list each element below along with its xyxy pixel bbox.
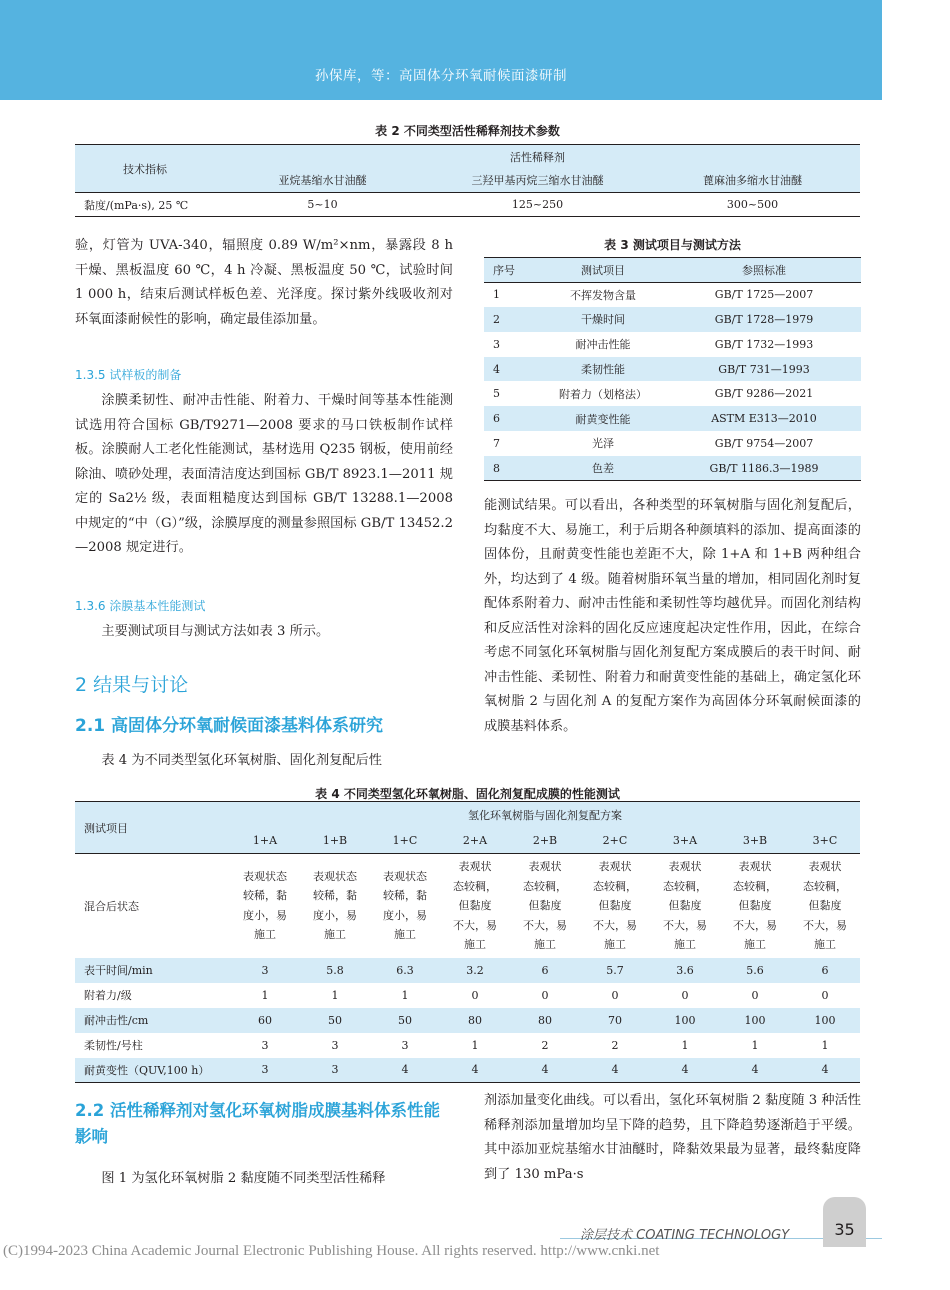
- table4-cell: 0: [541, 988, 549, 1002]
- journal-name: 涂层技术 COATING TECHNOLOGY: [580, 1228, 790, 1243]
- table4-row-label: 耐冲击性/cm: [75, 1008, 230, 1033]
- table4-scheme-header: 3+B: [720, 828, 790, 854]
- table3-cell: GB/T 1725—2007: [714, 288, 814, 302]
- table2-value: 5~10: [215, 193, 430, 217]
- table4-state-line: 但黏度: [738, 899, 772, 912]
- paragraph: 表 4 为不同类型氢化环氧树脂、固化剂复配后性: [101, 753, 382, 768]
- table4-state-line: 态较稠，: [593, 879, 637, 893]
- table4-group-header: 氢化环氧树脂与固化剂复配方案: [230, 802, 860, 828]
- table4-cell: 3: [331, 1038, 339, 1052]
- table4-state-line: 态较稠，: [733, 879, 777, 893]
- table4-scheme-header: 2+A: [440, 828, 510, 854]
- table4-row-label: 表干时间/min: [75, 958, 230, 983]
- table4-state-line: 度小，易: [243, 908, 287, 922]
- table2-row-label: 黏度/(mPa·s), 25 ℃: [75, 193, 215, 217]
- table4-cell: 3: [230, 958, 300, 983]
- table4-cell: 0: [751, 988, 759, 1002]
- table4-cell: 70: [580, 1008, 650, 1033]
- table3-cell: 干燥时间: [539, 307, 667, 332]
- table4-state-cell: [230, 854, 300, 958]
- table4-cell: 1: [821, 1038, 829, 1052]
- table4-state-line: 态较稠，: [523, 879, 567, 893]
- table4-cell: 3: [230, 1058, 300, 1083]
- table4-cell: 5.8: [300, 958, 370, 983]
- table4-cell: 4: [370, 1058, 440, 1083]
- table4-state-line: 表观状: [808, 860, 842, 873]
- table4-scheme-header: 3+A: [650, 828, 720, 854]
- table4-cell: 100: [650, 1008, 720, 1033]
- table4-row-label: 耐黄变性（QUV,100 h）: [75, 1058, 230, 1083]
- table4-state-line: 不大，易: [733, 918, 777, 932]
- table4-state-line: 较稀，黏: [313, 889, 357, 903]
- table3-cell: GB/T 1732—1993: [714, 337, 814, 351]
- table4-state-line: 表观状: [668, 860, 702, 873]
- table4-cell: 4: [720, 1058, 790, 1083]
- table4-title: 表 4 不同类型氢化环氧树脂、固化剂复配成膜的性能测试: [315, 787, 620, 801]
- table4-state-line: 施工: [324, 928, 346, 942]
- table4-cell: 4: [790, 1058, 860, 1083]
- table4-cell: 0: [681, 988, 689, 1002]
- table4-state-line: 但黏度: [808, 899, 842, 912]
- table3-cell: 4: [484, 357, 539, 382]
- table4-scheme-header: 2+B: [510, 828, 580, 854]
- table4-cell: 80: [510, 1008, 580, 1033]
- table4-cell: 5.6: [720, 958, 790, 983]
- table2: [75, 144, 860, 217]
- table4-state-line: 表观状: [528, 860, 562, 873]
- paragraph: 能测试结果。可以看出，各种类型的环氧树脂与固化剂复配后，均黏度不大、易施工，利于后期各种颜填料的添加、提高面漆的固体份，且耐黄变性能也差距不大，除 1+A 和 1+B 两种组合外，均达到了 4 级。随着树脂环氧当量的增加，相同固化剂时复配体系附着力、耐冲击性能和柔韧性等均越优异。而固化剂结构和反应活性对涂料的固化反应速度起决定性作用，因此，在综合考虑不同氢化环氧树脂与固化剂复配方案成膜后的表干时间、耐冲击性能、柔韧性、附着力和耐黄变性能的基础上，确定氢化环氧树脂 2 与固化剂 A 的复配方案作为高固体分环氧耐候面漆的成膜基料体系。: [484, 498, 861, 734]
- table4-cell: 1: [471, 1038, 479, 1052]
- table4-row-label: 混合后状态: [84, 899, 139, 913]
- table4-state-line: 施工: [814, 938, 836, 951]
- table4-row-label: 柔韧性/号柱: [84, 1039, 143, 1052]
- table4-state-line: 不大，易: [663, 918, 707, 932]
- table3-cell: 3: [493, 337, 500, 351]
- table3: [484, 257, 861, 481]
- subsection-heading: 1.3.5 试样板的制备: [75, 368, 182, 382]
- table4-scheme-header: 3+C: [790, 828, 860, 854]
- table-row: [75, 1008, 860, 1033]
- table4-cell: 80: [440, 1008, 510, 1033]
- table2-value: 300~500: [645, 193, 860, 217]
- table4-cell: 0: [611, 988, 619, 1002]
- table4-state-cell: [790, 854, 860, 958]
- table4-cell: 0: [821, 988, 829, 1002]
- table4-state-line: 但黏度: [528, 899, 562, 912]
- table4-cell: 3.2: [440, 958, 510, 983]
- table4-state-line: 表观状: [458, 860, 492, 873]
- table4-state-cell: [440, 854, 510, 958]
- header-band: [0, 0, 882, 100]
- paragraph: 主要测试项目与测试方法如表 3 所示。: [101, 624, 330, 639]
- table3-cell: GB/T 1728—1979: [667, 307, 861, 332]
- table3-cell: GB/T 731—1993: [667, 357, 861, 382]
- table4-cell: 2: [541, 1038, 549, 1052]
- table4-row-label: 附着力/级: [84, 989, 132, 1002]
- table4-state-line: 施工: [464, 938, 486, 951]
- table4-cell: 5.7: [580, 958, 650, 983]
- table4-state-line: 表观状: [738, 860, 772, 873]
- table4-state-line: 但黏度: [668, 899, 702, 912]
- table4-scheme-header: 1+B: [300, 828, 370, 854]
- section-heading: 2.1 高固体分环氧耐候面漆基料体系研究: [75, 716, 384, 736]
- table2-group-header: 活性稀释剂: [215, 145, 860, 169]
- table3-header: 参照标准: [667, 258, 861, 283]
- table2-col-header: 技术指标: [75, 145, 215, 193]
- table4-state-line: 不大，易: [523, 918, 567, 932]
- table4-cell: 1: [331, 988, 339, 1002]
- table4-scheme-header: 2+C: [580, 828, 650, 854]
- table4-state-line: 不大，易: [803, 918, 847, 932]
- table4-cell: 50: [370, 1008, 440, 1033]
- table2-diluent: 蓖麻油多缩水甘油醚: [645, 169, 860, 193]
- table4-cell: 3: [401, 1038, 409, 1052]
- table3-cell: GB/T 1186.3—1989: [667, 456, 861, 481]
- paragraph: 剂添加量变化曲线。可以看出，氢化环氧树脂 2 黏度随 3 种活性稀释剂添加量增加均呈下降的趋势，且下降趋势逐渐趋于平缓。其中添加亚烷基缩水甘油醚时，降黏效果最为显著，最终黏度降到了 130 mPa·s: [484, 1093, 861, 1182]
- table3-cell: ASTM E313—2010: [667, 406, 861, 431]
- table4-scheme-header: 1+C: [370, 828, 440, 854]
- table4-state-cell: [720, 854, 790, 958]
- table2-value: 125~250: [430, 193, 645, 217]
- table4-state-line: 不大，易: [593, 918, 637, 932]
- table4-cell: 6: [510, 958, 580, 983]
- table4-state-line: 态较稠，: [803, 879, 847, 893]
- table3-cell: GB/T 9286—2021: [714, 387, 814, 401]
- table4-state-line: 施工: [604, 938, 626, 951]
- table4-cell: 3: [300, 1058, 370, 1083]
- paragraph: 验，灯管为 UVA-340，辐照度 0.89 W/m²×nm，暴露段 8 h 干燥、黑板温度 60 ℃，4 h 冷凝、黑板温度 50 ℃，试验时间 1 000 h，结束后测试样板色差、光泽度。探讨紫外线吸收剂对环氧面漆耐候性的影响，确定最佳添加量。: [75, 238, 453, 327]
- table3-cell: 附着力（划格法）: [559, 387, 647, 401]
- page-number: 35: [823, 1197, 866, 1247]
- table4-state-line: 但黏度: [458, 899, 492, 912]
- table4-state-line: 表观状态: [243, 869, 287, 883]
- table3-header: 序号: [484, 258, 539, 283]
- table4-cell: 4: [510, 1058, 580, 1083]
- table4-state-line: 表观状态: [313, 869, 357, 883]
- table4-state-cell: [370, 854, 440, 958]
- section-heading: 2.2 活性稀释剂对氢化环氧树脂成膜基料体系性能影响: [75, 1101, 440, 1146]
- table4-col-header: 测试项目: [75, 802, 230, 854]
- table3-cell: 光泽: [592, 437, 614, 451]
- table2-title: 表 2 不同类型活性稀释剂技术参数: [375, 124, 560, 138]
- table2-diluent: 三羟甲基丙烷三缩水甘油醚: [430, 169, 645, 193]
- table4-cell: 4: [650, 1058, 720, 1083]
- table4-cell: 60: [230, 1008, 300, 1033]
- table3-cell: 柔韧性能: [539, 357, 667, 382]
- table4-cell: 1: [681, 1038, 689, 1052]
- table3-cell: 5: [493, 387, 500, 401]
- table4-cell: 3: [261, 1038, 269, 1052]
- table-row: [75, 1058, 860, 1083]
- table3-cell: 7: [493, 436, 500, 450]
- table4-cell: 1: [261, 988, 269, 1002]
- table4-state-line: 施工: [254, 928, 276, 942]
- table4-cell: 100: [790, 1008, 860, 1033]
- table3-cell: 耐黄变性能: [539, 406, 667, 431]
- table4-cell: 3.6: [650, 958, 720, 983]
- table4-cell: 4: [440, 1058, 510, 1083]
- paragraph: 图 1 为氢化环氧树脂 2 黏度随不同类型活性稀释: [101, 1171, 386, 1186]
- table4-scheme-header: 1+A: [230, 828, 300, 854]
- table-row: [75, 958, 860, 983]
- table3-cell: 色差: [539, 456, 667, 481]
- section-heading: 2 结果与讨论: [75, 674, 189, 696]
- table-row: [75, 983, 860, 1008]
- table4-state-line: 施工: [674, 938, 696, 951]
- paragraph: 涂膜柔韧性、耐冲击性能、附着力、干燥时间等基本性能测试选用符合国标 GB/T9271—2008 要求的马口铁板制作试样板。涂膜耐人工老化性能测试，基材选用 Q235 钢板，使用前经除油、喷砂处理，表面清洁度达到国标 GB/T 8923.1—2011 规定的 Sa2½ 级，表面粗糙度达到国标 GB/T 13288.1—2008 中规定的“中（G）”级，涂膜厚度的测量参照国标 GB/T 13452.2—2008 规定进行。: [75, 393, 453, 555]
- table3-cell: 8: [484, 456, 539, 481]
- table4-cell: 4: [580, 1058, 650, 1083]
- table4-cell: 0: [471, 988, 479, 1002]
- table4-state-cell: [300, 854, 370, 958]
- table3-cell: 2: [484, 307, 539, 332]
- table3-title: 表 3 测试项目与测试方法: [604, 238, 741, 252]
- table4-state-line: 不大，易: [453, 918, 497, 932]
- copyright-line: (C)1994-2023 China Academic Journal Electronic Publishing House. All rights reserved. http://www.cnki.net: [3, 1243, 660, 1259]
- table4-state-line: 表观状: [598, 860, 632, 873]
- table4-state-line: 施工: [394, 928, 416, 942]
- table4-cell: 50: [300, 1008, 370, 1033]
- table3-cell: 6: [484, 406, 539, 431]
- table4-cell: 6.3: [370, 958, 440, 983]
- table4-state-line: 较稀，黏: [383, 889, 427, 903]
- table4-state-line: 但黏度: [598, 899, 632, 912]
- table4-state-line: 度小，易: [383, 908, 427, 922]
- table-row: [75, 1033, 860, 1058]
- table3-cell: 耐冲击性能: [575, 338, 631, 352]
- table4-state-line: 施工: [534, 938, 556, 951]
- table4-cell: 2: [611, 1038, 619, 1052]
- table2-diluent: 亚烷基缩水甘油醚: [215, 169, 430, 193]
- table3-header: 测试项目: [539, 258, 667, 283]
- table4-cell: 6: [790, 958, 860, 983]
- table4-state-cell: [650, 854, 720, 958]
- table4-state-line: 态较稠，: [453, 879, 497, 893]
- subsection-heading: 1.3.6 涂膜基本性能测试: [75, 599, 206, 613]
- table4-state-line: 施工: [744, 938, 766, 951]
- table4-state-line: 态较稠，: [663, 879, 707, 893]
- table4-state-line: 度小，易: [313, 908, 357, 922]
- table4-state-cell: [580, 854, 650, 958]
- table4-state-line: 表观状态: [383, 869, 427, 883]
- table4-cell: 100: [720, 1008, 790, 1033]
- table4-state-line: 较稀，黏: [243, 889, 287, 903]
- table3-cell: 1: [493, 288, 500, 302]
- table3-cell: GB/T 9754—2007: [714, 436, 814, 450]
- table4: [75, 801, 860, 1083]
- table4-state-cell: [510, 854, 580, 958]
- table4-cell: 1: [751, 1038, 759, 1052]
- running-title: 孙保库，等：高固体分环氧耐候面漆研制: [315, 68, 567, 84]
- table3-cell: 不挥发物含量: [570, 288, 636, 302]
- table4-cell: 1: [401, 988, 409, 1002]
